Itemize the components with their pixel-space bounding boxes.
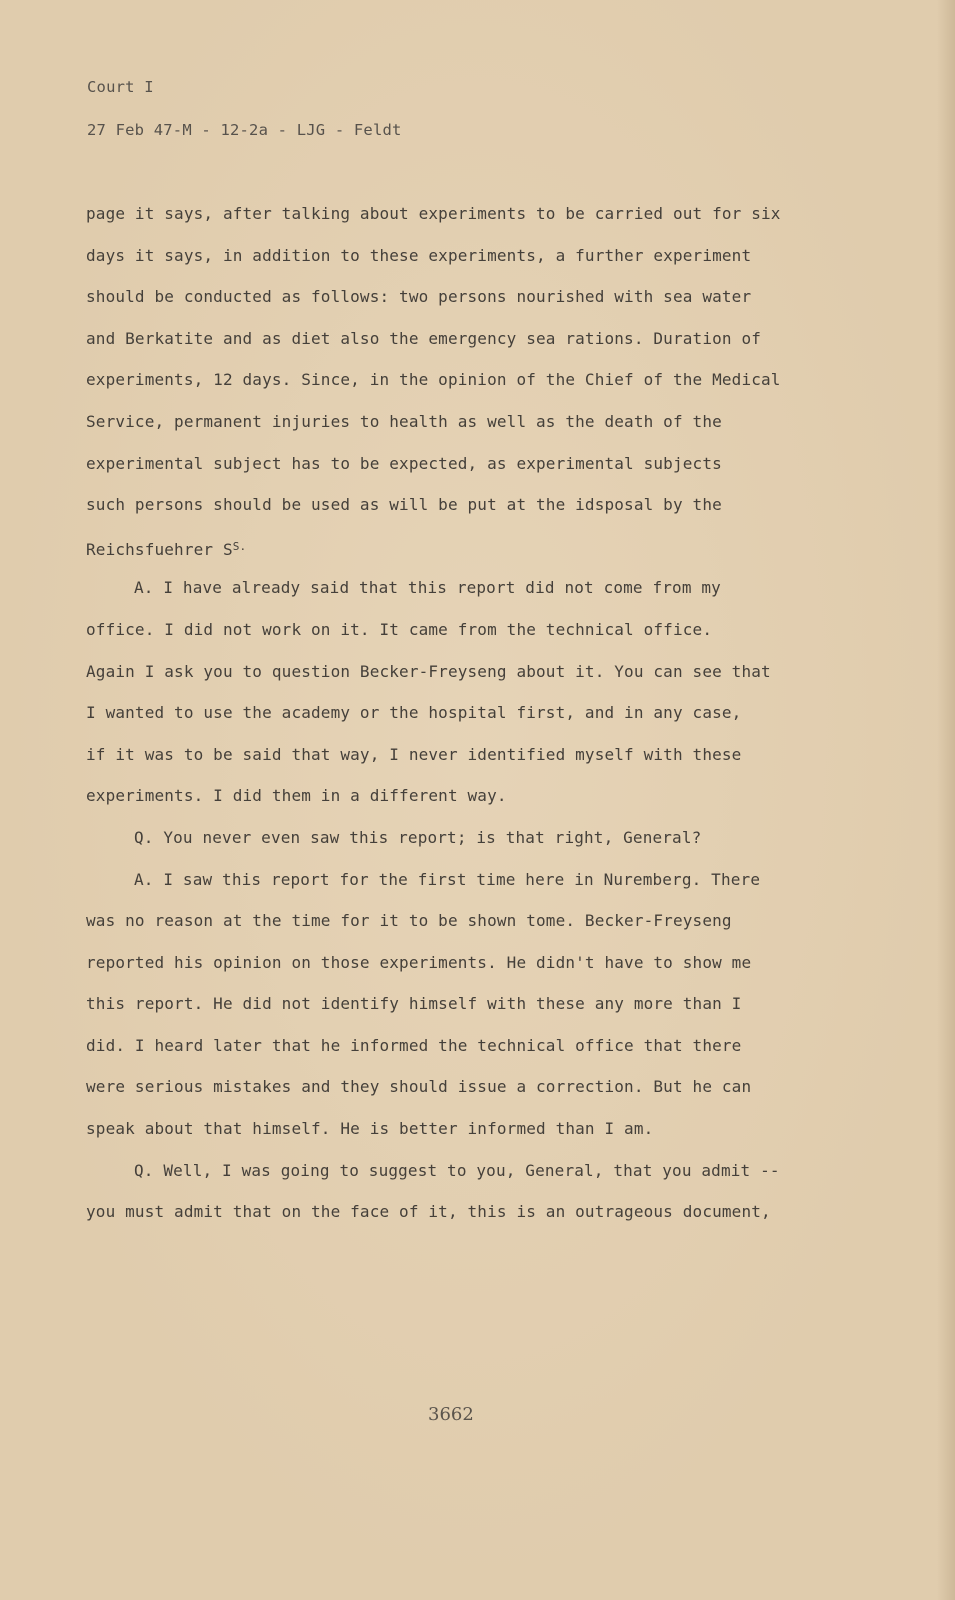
transcript-body [86,204,846,1244]
document-reference: 27 Feb 47-M - 12-2a - LJG - Feldt [87,121,402,139]
transcript-line: office. I did not work on it. It came from the technical office. [86,619,713,639]
transcript-line: experimental subject has to be expected, as experimental subjects [86,453,722,473]
transcript-line: and Berkatite and as diet also the emergency sea rations. Duration of [86,328,762,348]
transcript-line: such persons should be used as will be put at the idsposal by the [86,495,722,515]
transcript-line: reported his opinion on those experiments. He didn't have to show me [86,952,752,972]
answer-line: A. I saw this report for the first time here in Nuremberg. There [134,869,761,889]
transcript-line: this report. He did not identify himself with these any more than I [86,994,742,1014]
transcript-line: did. I heard later that he informed the technical office that there [86,1035,742,1055]
transcript-line: if it was to be said that way, I never identified myself with these [86,744,742,764]
transcript-line: Again I ask you to question Becker-Freyseng about it. You can see that [86,661,771,681]
transcript-line [86,537,846,579]
transcript-line-text: Reichsfuehrer S [86,539,233,559]
question-line: Q. Well, I was going to suggest to you, General, that you admit -- [134,1160,780,1180]
page-edge-shadow [937,0,955,1600]
transcript-line: Service, permanent injuries to health as well as the death of the [86,411,722,431]
answer-line: A. I have already said that this report did not come from my [134,578,721,598]
transcript-line: I wanted to use the academy or the hospital first, and in any case, [86,703,742,723]
superscript-text: S. [232,539,247,553]
transcript-line: speak about that himself. He is better informed than I am. [86,1119,654,1139]
transcript-line: days it says, in addition to these experiments, a further experiment [86,245,752,265]
transcript-line: experiments. I did them in a different way. [86,786,507,806]
transcript-line: page it says, after talking about experiments to be carried out for six [86,204,781,223]
question-line: Q. You never even saw this report; is that right, General? [134,827,702,847]
court-header: Court I [87,78,154,96]
transcript-line: should be conducted as follows: two persons nourished with sea water [86,287,752,307]
transcript-line: you must admit that on the face of it, this is an outrageous document, [86,1202,771,1222]
page-number: 3662 [428,1404,474,1425]
transcript-line: were serious mistakes and they should issue a correction. But he can [86,1077,752,1097]
transcript-line: was no reason at the time for it to be shown tome. Becker-Freyseng [86,911,732,931]
transcript-line: experiments, 12 days. Since, in the opinion of the Chief of the Medical [86,370,781,390]
